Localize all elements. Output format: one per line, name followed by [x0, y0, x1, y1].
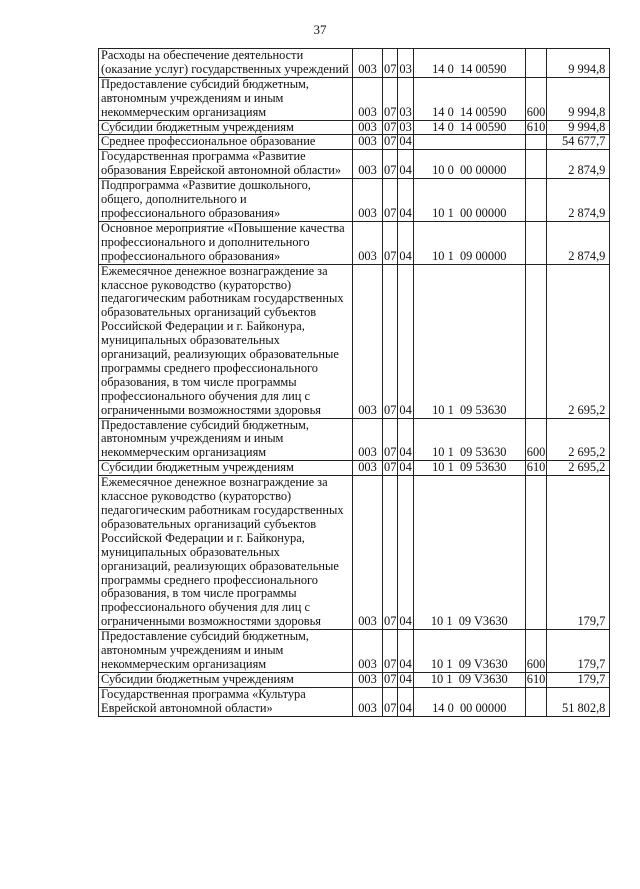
- expense-name-cell: Расходы на обеспечение деятельности (оказание услуг) государственных учреждений: [99, 49, 353, 78]
- target-article-code-cell: 14 0 00 00000: [413, 687, 525, 716]
- table-row: [99, 179, 610, 222]
- target-article-code-cell: 10 1 09 V3630: [413, 476, 525, 630]
- expense-name-cell: Ежемесячное денежное вознаграждение за классное руководство (кураторство) педагогическим работникам государственных образовательных организаций субъектов Российской Федерации и г. Байконура, муниципальных образовательных организаций, реализующих образовательные программы среднего профессионального образования, в том числе программы профессионального обучения для лиц с ограниченными возможностями здоровья: [99, 264, 353, 418]
- amount-cell: 9 994,8: [547, 120, 610, 135]
- expense-type-code-cell: [525, 179, 547, 222]
- amount-cell: 9 994,8: [547, 77, 610, 120]
- expense-name-cell: Подпрограмма «Развитие дошкольного, общего, дополнительного и профессионального образования»: [99, 179, 353, 222]
- subsection-code-cell: 04: [398, 630, 413, 673]
- amount-cell: 2 695,2: [547, 461, 610, 476]
- department-code-cell: 003: [353, 150, 383, 179]
- expense-name-cell: Субсидии бюджетным учреждениям: [99, 461, 353, 476]
- department-code-cell: 003: [353, 264, 383, 418]
- subsection-code-cell: 04: [398, 476, 413, 630]
- department-code-cell: 003: [353, 687, 383, 716]
- subsection-code-cell: 04: [398, 150, 413, 179]
- expense-type-code-cell: 600: [525, 77, 547, 120]
- subsection-code-cell: 03: [398, 49, 413, 78]
- expense-name-cell: Среднее профессиональное образование: [99, 135, 353, 150]
- amount-cell: 51 802,8: [547, 687, 610, 716]
- expense-type-code-cell: [525, 264, 547, 418]
- subsection-code-cell: 03: [399, 120, 412, 134]
- subsection-code-cell: 04: [398, 264, 413, 418]
- department-code-cell: 003: [353, 418, 383, 461]
- table-row: [99, 630, 610, 673]
- table-row: [99, 77, 610, 120]
- budget-table-body: [99, 49, 610, 717]
- target-article-code-cell: 14 0 14 00590: [413, 120, 525, 135]
- expense-type-code-cell: [525, 221, 547, 264]
- expense-type-code-cell: 610: [526, 460, 546, 475]
- table-row: [99, 150, 610, 179]
- amount-cell: 2 695,2: [547, 418, 610, 461]
- expense-type-code-cell: 610: [526, 120, 546, 134]
- expense-name-cell: Субсидии бюджетным учреждениям: [99, 672, 353, 687]
- target-article-code-cell: 10 0 00 00000: [413, 150, 525, 179]
- section-code-cell: 07: [384, 120, 397, 134]
- table-row: [99, 461, 610, 476]
- section-code-cell: 07: [383, 418, 398, 461]
- target-article-code-cell: 10 1 00 00000: [413, 179, 525, 222]
- expense-type-code-cell: [525, 150, 547, 179]
- section-code-cell: 07: [384, 672, 397, 686]
- subsection-code-cell: 04: [398, 418, 413, 461]
- department-code-cell: 003: [353, 179, 383, 222]
- page-number: 37: [313, 22, 327, 37]
- subsection-code-cell: 04: [398, 179, 413, 222]
- amount-cell: 179,7: [547, 476, 610, 630]
- expense-name-cell: Субсидии бюджетным учреждениям: [99, 120, 353, 135]
- department-code-cell: 003: [353, 221, 383, 264]
- subsection-code-cell: 04: [399, 134, 412, 149]
- section-code-cell: 07: [383, 476, 398, 630]
- target-article-code-cell: 10 1 09 00000: [413, 221, 525, 264]
- subsection-code-cell: 04: [398, 221, 413, 264]
- subsection-code-cell: 04: [399, 460, 412, 475]
- expense-name-cell: Предоставление субсидий бюджетным, автономным учреждениям и иным некоммерческим организациям: [99, 630, 353, 673]
- target-article-code-cell: 10 1 09 53630: [413, 418, 525, 461]
- section-code-cell: 07: [383, 150, 398, 179]
- department-code-cell: 003: [353, 49, 383, 78]
- table-row: [99, 418, 610, 461]
- department-code-cell: 003: [353, 461, 383, 476]
- department-code-cell: 003: [353, 135, 383, 150]
- department-code-cell: 003: [353, 77, 383, 120]
- department-code-cell: 003: [353, 672, 383, 687]
- table-row: [99, 135, 610, 150]
- expense-type-code-cell: 600: [525, 418, 547, 461]
- subsection-code-cell: 04: [398, 687, 413, 716]
- amount-cell: 54 677,7: [547, 135, 610, 150]
- section-code-cell: 07: [383, 49, 398, 78]
- table-row: [99, 221, 610, 264]
- section-code-cell: 07: [383, 221, 398, 264]
- expense-type-code-cell: 610: [526, 672, 546, 686]
- section-code-cell: 07: [383, 179, 398, 222]
- expense-name-cell: Ежемесячное денежное вознаграждение за классное руководство (кураторство) педагогическим работникам государственных образовательных организаций субъектов Российской Федерации и г. Байконура, муниципальных образовательных организаций, реализующих образовательные программы среднего профессионального образования, в том числе программы профессионального обучения для лиц с ограниченными возможностями здоровья: [99, 476, 353, 630]
- amount-cell: 2 874,9: [547, 221, 610, 264]
- target-article-code-cell: 14 0 14 00590: [413, 49, 525, 78]
- target-article-code-cell: 14 0 14 00590: [413, 77, 525, 120]
- table-row: [99, 476, 610, 630]
- target-article-code-cell: 10 1 09 53630: [413, 461, 525, 476]
- amount-cell: 2 874,9: [547, 150, 610, 179]
- expense-name-cell: Государственная программа «Культура Еврейской автономной области»: [99, 687, 353, 716]
- amount-cell: 2 874,9: [547, 179, 610, 222]
- expense-type-code-cell: [525, 687, 547, 716]
- target-article-code-cell: 10 1 09 53630: [413, 264, 525, 418]
- section-code-cell: 07: [383, 77, 398, 120]
- target-article-code-cell: [413, 135, 525, 150]
- section-code-cell: 07: [384, 460, 397, 475]
- table-row: [99, 49, 610, 78]
- expense-name-cell: Государственная программа «Развитие образования Еврейской автономной области»: [99, 150, 353, 179]
- target-article-code-cell: 10 1 09 V3630: [413, 672, 525, 687]
- table-row: [99, 264, 610, 418]
- amount-cell: 179,7: [547, 630, 610, 673]
- expense-name-cell: Основное мероприятие «Повышение качества профессионального и дополнительного профессионального образования»: [99, 221, 353, 264]
- department-code-cell: 003: [353, 476, 383, 630]
- target-article-code-cell: 10 1 09 V3630: [413, 630, 525, 673]
- section-code-cell: 07: [383, 630, 398, 673]
- amount-cell: 179,7: [547, 672, 610, 687]
- table-row: [99, 687, 610, 716]
- department-code-cell: 003: [353, 630, 383, 673]
- amount-cell: 9 994,8: [547, 49, 610, 78]
- expense-name-cell: Предоставление субсидий бюджетным, автономным учреждениям и иным некоммерческим организациям: [99, 77, 353, 120]
- budget-table: [98, 48, 610, 717]
- section-code-cell: 07: [383, 264, 398, 418]
- expense-type-code-cell: [525, 476, 547, 630]
- table-row: [99, 672, 610, 687]
- table-row: [99, 120, 610, 135]
- expense-type-code-cell: [525, 49, 547, 78]
- expense-name-cell: Предоставление субсидий бюджетным, автономным учреждениям и иным некоммерческим организациям: [99, 418, 353, 461]
- department-code-cell: 003: [353, 120, 383, 135]
- subsection-code-cell: 03: [398, 77, 413, 120]
- section-code-cell: 07: [384, 134, 397, 149]
- expense-type-code-cell: [525, 135, 547, 150]
- section-code-cell: 07: [383, 687, 398, 716]
- expense-type-code-cell: 600: [525, 630, 547, 673]
- amount-cell: 2 695,2: [547, 264, 610, 418]
- subsection-code-cell: 04: [399, 672, 412, 686]
